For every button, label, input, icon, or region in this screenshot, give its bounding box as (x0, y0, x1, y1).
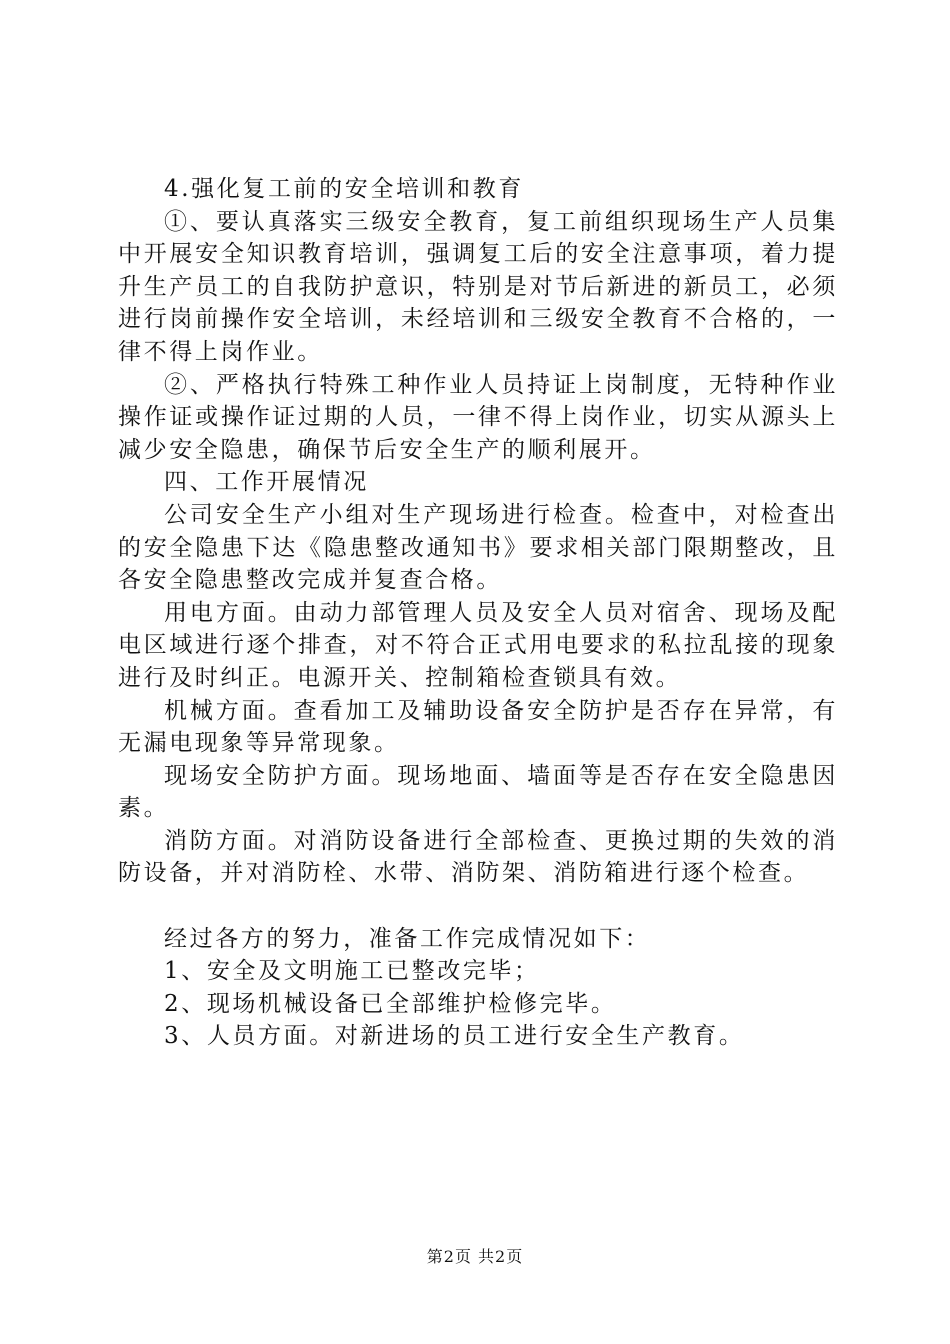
paragraph-certified-workers: ②、严格执行特殊工种作业人员持证上岗制度，无特种作业操作证或操作证过期的人员，一律不得上岗作业，切实从源头上减少安全隐患，确保节后安全生产的顺利展开。 (118, 371, 838, 463)
paragraph-three-level-education: ①、要认真落实三级安全教育，复工前组织现场生产人员集中开展安全知识教育培训，强调复工后的安全注意事项，着力提升生产员工的自我防护意识，特别是对节后新进的新员工，必须进行岗前操作安全培训，未经培训和三级安全教育不合格的，一律不得上岗作业。 (118, 208, 838, 365)
paragraph-site-protection: 现场安全防护方面。现场地面、墙面等是否存在安全隐患因素。 (118, 762, 838, 822)
list-item-staff-education: 3、人员方面。对新进场的员工进行安全生产教育。 (164, 1023, 745, 1050)
section-heading-work-progress: 四、工作开展情况 (164, 469, 369, 496)
section-heading-training: 4.强化复工前的安全培训和教育 (164, 176, 524, 202)
paragraph-summary-intro: 经过各方的努力，准备工作完成情况如下： (164, 925, 651, 952)
list-item-civilized-construction: 1、安全及文明施工已整改完毕； (164, 958, 540, 985)
page-footer: 第2页 共2页 (426, 1247, 524, 1266)
list-item-equipment-maintenance: 2、现场机械设备已全部维护检修完毕。 (164, 990, 617, 1017)
paragraph-site-inspection: 公司安全生产小组对生产现场进行检查。检查中，对检查出的安全隐患下达《隐患整改通知书》要求相关部门限期整改，且各安全隐患整改完成并复查合格。 (118, 501, 838, 594)
paragraph-fire-protection: 消防方面。对消防设备进行全部检查、更换过期的失效的消防设备，并对消防栓、水带、消防架、消防箱进行逐个检查。 (118, 827, 838, 887)
document-body (118, 173, 838, 1053)
paragraph-spacer (118, 890, 838, 923)
paragraph-machinery: 机械方面。查看加工及辅助设备安全防护是否存在异常，有无漏电现象等异常现象。 (118, 697, 838, 757)
paragraph-electricity: 用电方面。由动力部管理人员及安全人员对宿舍、现场及配电区域进行逐个排查，对不符合正式用电要求的私拉乱接的现象进行及时纠正。电源开关、控制箱检查锁具有效。 (118, 599, 838, 691)
